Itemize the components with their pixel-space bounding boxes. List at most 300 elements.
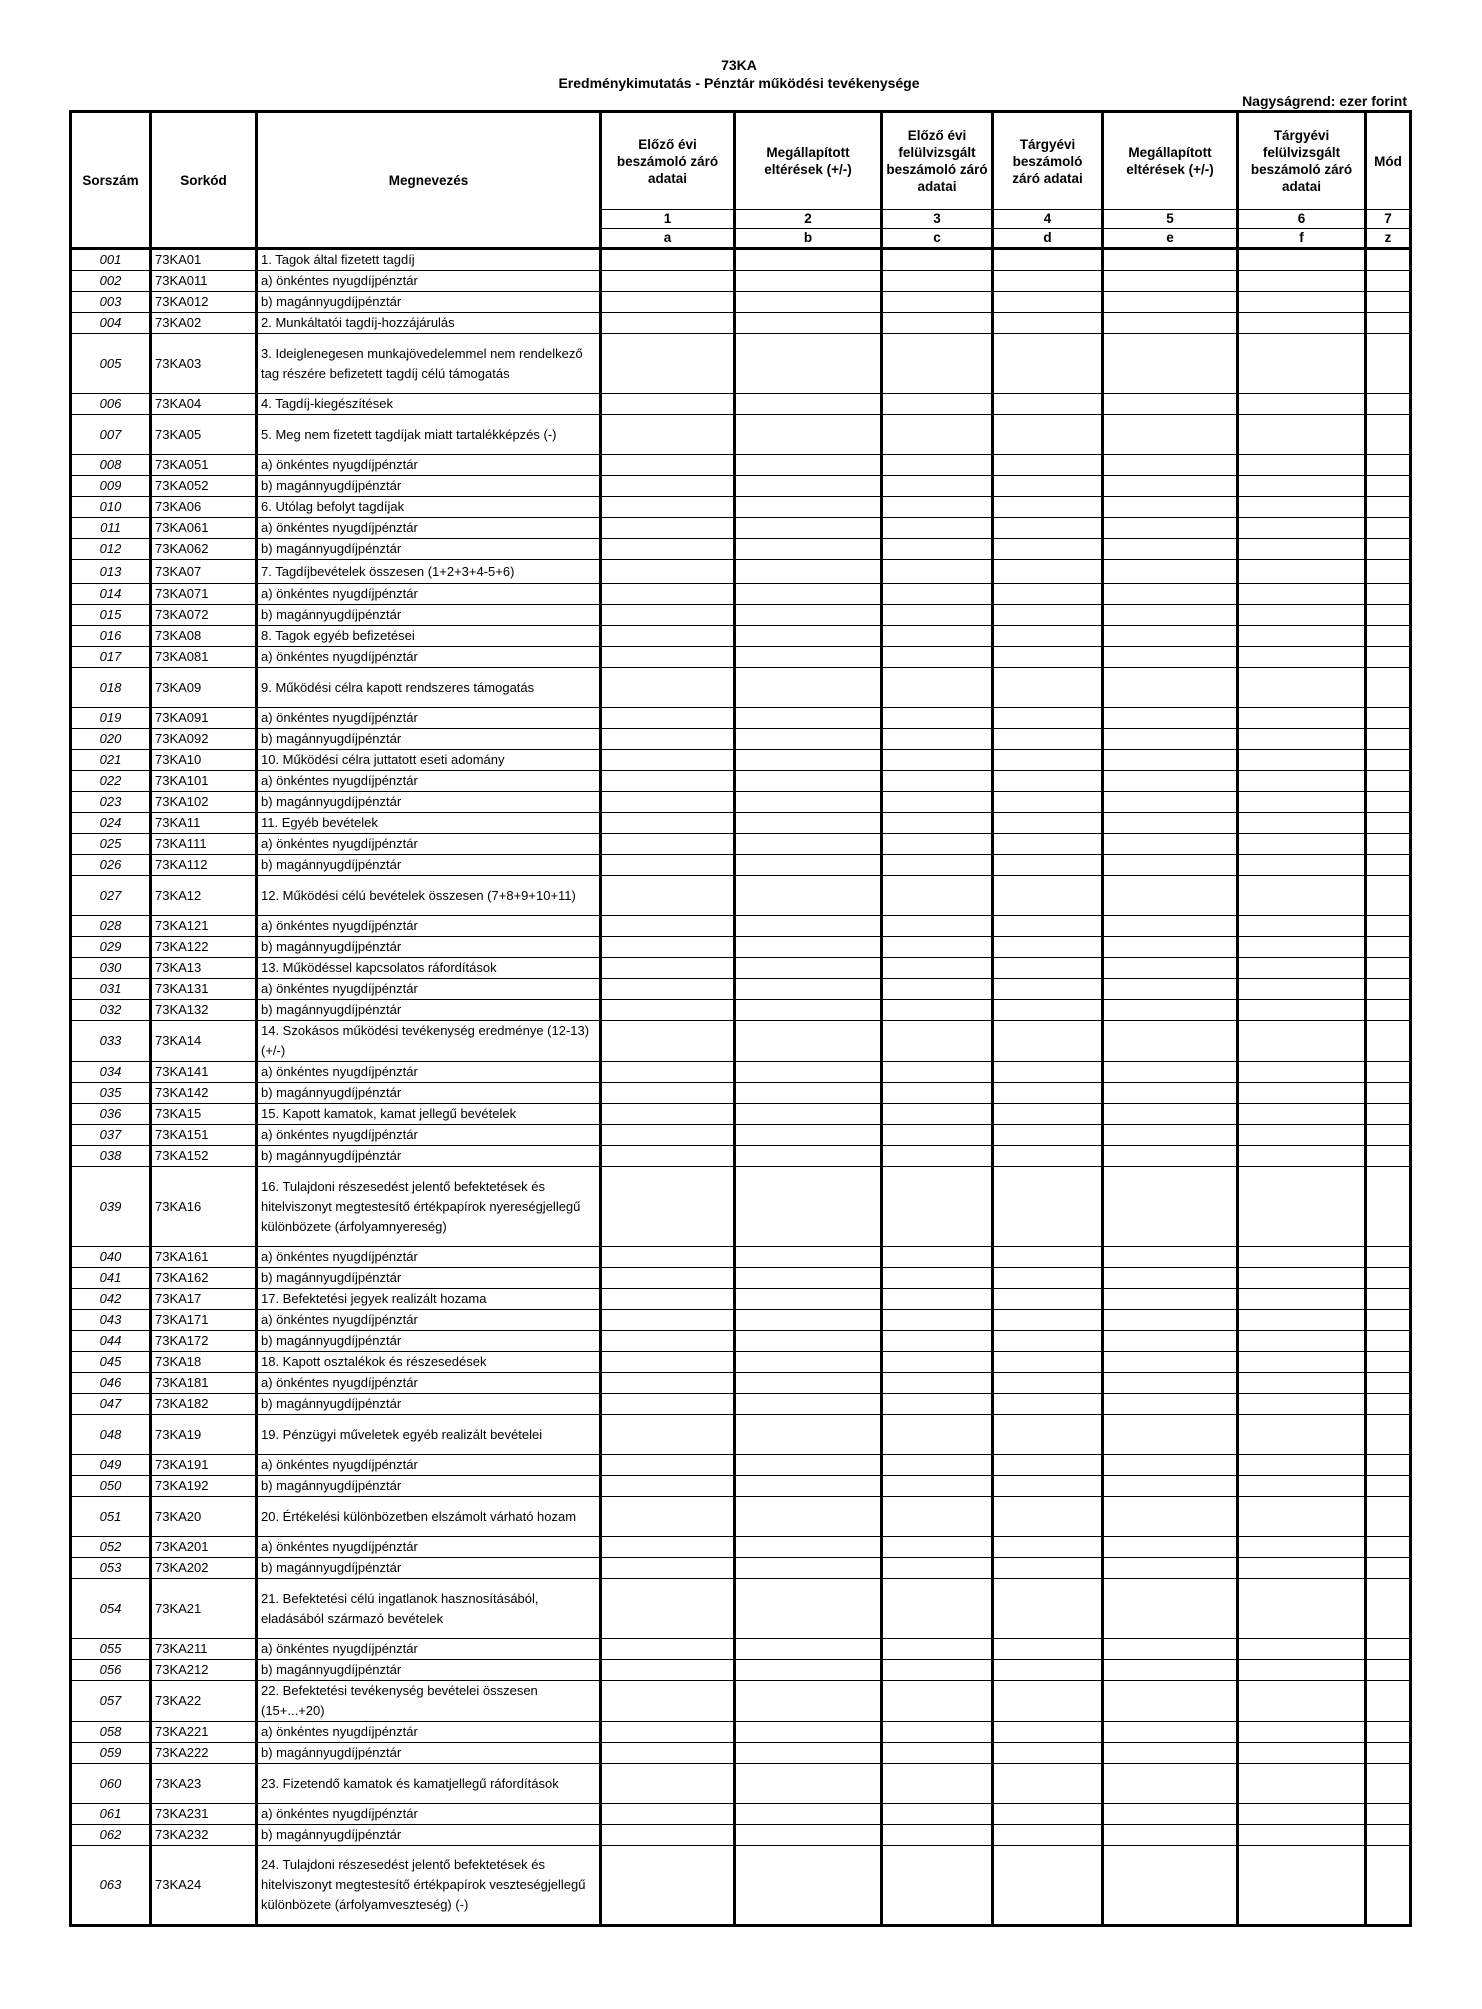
data-cell[interactable] bbox=[1103, 1331, 1238, 1352]
data-cell[interactable] bbox=[1103, 729, 1238, 750]
data-cell[interactable] bbox=[1238, 855, 1366, 876]
data-cell[interactable] bbox=[1366, 792, 1411, 813]
data-cell[interactable] bbox=[601, 1764, 735, 1804]
data-cell[interactable] bbox=[735, 626, 882, 647]
data-cell[interactable] bbox=[993, 1289, 1103, 1310]
data-cell[interactable] bbox=[735, 1167, 882, 1247]
data-cell[interactable] bbox=[993, 539, 1103, 560]
data-cell[interactable] bbox=[1238, 1352, 1366, 1373]
data-cell[interactable] bbox=[1103, 647, 1238, 668]
data-cell[interactable] bbox=[735, 1268, 882, 1289]
data-cell[interactable] bbox=[1103, 1825, 1238, 1846]
data-cell[interactable] bbox=[1366, 1021, 1411, 1062]
data-cell[interactable] bbox=[735, 560, 882, 584]
data-cell[interactable] bbox=[735, 1660, 882, 1681]
data-cell[interactable] bbox=[601, 1415, 735, 1455]
data-cell[interactable] bbox=[1238, 1722, 1366, 1743]
data-cell[interactable] bbox=[1238, 1579, 1366, 1639]
data-cell[interactable] bbox=[735, 497, 882, 518]
data-cell[interactable] bbox=[1238, 1660, 1366, 1681]
data-cell[interactable] bbox=[993, 1310, 1103, 1331]
data-cell[interactable] bbox=[882, 1146, 993, 1167]
data-cell[interactable] bbox=[882, 708, 993, 729]
data-cell[interactable] bbox=[1103, 1455, 1238, 1476]
data-cell[interactable] bbox=[1103, 1125, 1238, 1146]
data-cell[interactable] bbox=[601, 668, 735, 708]
data-cell[interactable] bbox=[601, 1125, 735, 1146]
data-cell[interactable] bbox=[601, 1476, 735, 1497]
data-cell[interactable] bbox=[735, 792, 882, 813]
data-cell[interactable] bbox=[882, 1743, 993, 1764]
data-cell[interactable] bbox=[1103, 855, 1238, 876]
data-cell[interactable] bbox=[1103, 334, 1238, 394]
data-cell[interactable] bbox=[993, 1415, 1103, 1455]
data-cell[interactable] bbox=[1238, 1846, 1366, 1926]
data-cell[interactable] bbox=[882, 1722, 993, 1743]
data-cell[interactable] bbox=[882, 1104, 993, 1125]
data-cell[interactable] bbox=[1103, 1681, 1238, 1722]
data-cell[interactable] bbox=[882, 979, 993, 1000]
data-cell[interactable] bbox=[993, 1394, 1103, 1415]
data-cell[interactable] bbox=[993, 792, 1103, 813]
data-cell[interactable] bbox=[1366, 1476, 1411, 1497]
data-cell[interactable] bbox=[601, 1558, 735, 1579]
data-cell[interactable] bbox=[993, 647, 1103, 668]
data-cell[interactable] bbox=[1103, 1310, 1238, 1331]
data-cell[interactable] bbox=[882, 855, 993, 876]
data-cell[interactable] bbox=[993, 1639, 1103, 1660]
data-cell[interactable] bbox=[993, 1021, 1103, 1062]
data-cell[interactable] bbox=[1103, 1764, 1238, 1804]
data-cell[interactable] bbox=[1238, 584, 1366, 605]
data-cell[interactable] bbox=[1103, 1537, 1238, 1558]
data-cell[interactable] bbox=[1238, 1558, 1366, 1579]
data-cell[interactable] bbox=[882, 729, 993, 750]
data-cell[interactable] bbox=[1238, 1000, 1366, 1021]
data-cell[interactable] bbox=[1103, 476, 1238, 497]
data-cell[interactable] bbox=[993, 750, 1103, 771]
data-cell[interactable] bbox=[601, 1167, 735, 1247]
data-cell[interactable] bbox=[601, 729, 735, 750]
data-cell[interactable] bbox=[601, 1083, 735, 1104]
data-cell[interactable] bbox=[1366, 813, 1411, 834]
data-cell[interactable] bbox=[882, 1062, 993, 1083]
data-cell[interactable] bbox=[735, 1331, 882, 1352]
data-cell[interactable] bbox=[1238, 1289, 1366, 1310]
data-cell[interactable] bbox=[1366, 455, 1411, 476]
data-cell[interactable] bbox=[1103, 271, 1238, 292]
data-cell[interactable] bbox=[601, 1104, 735, 1125]
data-cell[interactable] bbox=[1366, 1104, 1411, 1125]
data-cell[interactable] bbox=[882, 476, 993, 497]
data-cell[interactable] bbox=[993, 605, 1103, 626]
data-cell[interactable] bbox=[993, 292, 1103, 313]
data-cell[interactable] bbox=[735, 1804, 882, 1825]
data-cell[interactable] bbox=[735, 1062, 882, 1083]
data-cell[interactable] bbox=[993, 708, 1103, 729]
data-cell[interactable] bbox=[735, 1373, 882, 1394]
data-cell[interactable] bbox=[882, 1310, 993, 1331]
data-cell[interactable] bbox=[601, 1825, 735, 1846]
data-cell[interactable] bbox=[735, 455, 882, 476]
data-cell[interactable] bbox=[735, 1083, 882, 1104]
data-cell[interactable] bbox=[735, 605, 882, 626]
data-cell[interactable] bbox=[993, 1000, 1103, 1021]
data-cell[interactable] bbox=[601, 1660, 735, 1681]
data-cell[interactable] bbox=[882, 1846, 993, 1926]
data-cell[interactable] bbox=[735, 647, 882, 668]
data-cell[interactable] bbox=[993, 584, 1103, 605]
data-cell[interactable] bbox=[1238, 605, 1366, 626]
data-cell[interactable] bbox=[882, 1660, 993, 1681]
data-cell[interactable] bbox=[1366, 271, 1411, 292]
data-cell[interactable] bbox=[1366, 1146, 1411, 1167]
data-cell[interactable] bbox=[735, 584, 882, 605]
data-cell[interactable] bbox=[1366, 1660, 1411, 1681]
data-cell[interactable] bbox=[1238, 1373, 1366, 1394]
data-cell[interactable] bbox=[882, 497, 993, 518]
data-cell[interactable] bbox=[993, 249, 1103, 271]
data-cell[interactable] bbox=[1366, 518, 1411, 539]
data-cell[interactable] bbox=[993, 668, 1103, 708]
data-cell[interactable] bbox=[1366, 668, 1411, 708]
data-cell[interactable] bbox=[735, 476, 882, 497]
data-cell[interactable] bbox=[1103, 1083, 1238, 1104]
data-cell[interactable] bbox=[993, 394, 1103, 415]
data-cell[interactable] bbox=[1103, 1639, 1238, 1660]
data-cell[interactable] bbox=[882, 1373, 993, 1394]
data-cell[interactable] bbox=[735, 415, 882, 455]
data-cell[interactable] bbox=[735, 1289, 882, 1310]
data-cell[interactable] bbox=[1103, 249, 1238, 271]
data-cell[interactable] bbox=[882, 518, 993, 539]
data-cell[interactable] bbox=[993, 1083, 1103, 1104]
data-cell[interactable] bbox=[1366, 1537, 1411, 1558]
data-cell[interactable] bbox=[1238, 647, 1366, 668]
data-cell[interactable] bbox=[1238, 334, 1366, 394]
data-cell[interactable] bbox=[735, 729, 882, 750]
data-cell[interactable] bbox=[993, 1825, 1103, 1846]
data-cell[interactable] bbox=[882, 1639, 993, 1660]
data-cell[interactable] bbox=[1238, 1062, 1366, 1083]
data-cell[interactable] bbox=[882, 958, 993, 979]
data-cell[interactable] bbox=[993, 916, 1103, 937]
data-cell[interactable] bbox=[601, 1743, 735, 1764]
data-cell[interactable] bbox=[601, 1537, 735, 1558]
data-cell[interactable] bbox=[1366, 605, 1411, 626]
data-cell[interactable] bbox=[882, 937, 993, 958]
data-cell[interactable] bbox=[601, 1289, 735, 1310]
data-cell[interactable] bbox=[882, 1825, 993, 1846]
data-cell[interactable] bbox=[1103, 394, 1238, 415]
data-cell[interactable] bbox=[601, 876, 735, 916]
data-cell[interactable] bbox=[993, 1062, 1103, 1083]
data-cell[interactable] bbox=[993, 560, 1103, 584]
data-cell[interactable] bbox=[1103, 497, 1238, 518]
data-cell[interactable] bbox=[1103, 1497, 1238, 1537]
data-cell[interactable] bbox=[735, 876, 882, 916]
data-cell[interactable] bbox=[1103, 834, 1238, 855]
data-cell[interactable] bbox=[882, 1268, 993, 1289]
data-cell[interactable] bbox=[1366, 1455, 1411, 1476]
data-cell[interactable] bbox=[735, 1743, 882, 1764]
data-cell[interactable] bbox=[601, 855, 735, 876]
data-cell[interactable] bbox=[993, 271, 1103, 292]
data-cell[interactable] bbox=[1103, 1415, 1238, 1455]
data-cell[interactable] bbox=[993, 1476, 1103, 1497]
data-cell[interactable] bbox=[1366, 876, 1411, 916]
data-cell[interactable] bbox=[993, 1681, 1103, 1722]
data-cell[interactable] bbox=[601, 1722, 735, 1743]
data-cell[interactable] bbox=[882, 1558, 993, 1579]
data-cell[interactable] bbox=[1103, 626, 1238, 647]
data-cell[interactable] bbox=[1238, 1083, 1366, 1104]
data-cell[interactable] bbox=[1238, 497, 1366, 518]
data-cell[interactable] bbox=[1238, 1455, 1366, 1476]
data-cell[interactable] bbox=[882, 792, 993, 813]
data-cell[interactable] bbox=[601, 1804, 735, 1825]
data-cell[interactable] bbox=[1366, 626, 1411, 647]
data-cell[interactable] bbox=[993, 771, 1103, 792]
data-cell[interactable] bbox=[882, 1083, 993, 1104]
data-cell[interactable] bbox=[882, 394, 993, 415]
data-cell[interactable] bbox=[1103, 1373, 1238, 1394]
data-cell[interactable] bbox=[601, 1579, 735, 1639]
data-cell[interactable] bbox=[1366, 1125, 1411, 1146]
data-cell[interactable] bbox=[1103, 979, 1238, 1000]
data-cell[interactable] bbox=[1103, 539, 1238, 560]
data-cell[interactable] bbox=[735, 1455, 882, 1476]
data-cell[interactable] bbox=[882, 1352, 993, 1373]
data-cell[interactable] bbox=[1103, 605, 1238, 626]
data-cell[interactable] bbox=[735, 1846, 882, 1926]
data-cell[interactable] bbox=[1103, 1804, 1238, 1825]
data-cell[interactable] bbox=[882, 1000, 993, 1021]
data-cell[interactable] bbox=[1238, 1476, 1366, 1497]
data-cell[interactable] bbox=[735, 1681, 882, 1722]
data-cell[interactable] bbox=[601, 1268, 735, 1289]
data-cell[interactable] bbox=[993, 1331, 1103, 1352]
data-cell[interactable] bbox=[993, 497, 1103, 518]
data-cell[interactable] bbox=[882, 605, 993, 626]
data-cell[interactable] bbox=[735, 1537, 882, 1558]
data-cell[interactable] bbox=[882, 626, 993, 647]
data-cell[interactable] bbox=[1238, 729, 1366, 750]
data-cell[interactable] bbox=[882, 560, 993, 584]
data-cell[interactable] bbox=[601, 1497, 735, 1537]
data-cell[interactable] bbox=[882, 271, 993, 292]
data-cell[interactable] bbox=[735, 1146, 882, 1167]
data-cell[interactable] bbox=[1366, 729, 1411, 750]
data-cell[interactable] bbox=[1103, 668, 1238, 708]
data-cell[interactable] bbox=[882, 1804, 993, 1825]
data-cell[interactable] bbox=[735, 1247, 882, 1268]
data-cell[interactable] bbox=[993, 1167, 1103, 1247]
data-cell[interactable] bbox=[601, 1352, 735, 1373]
data-cell[interactable] bbox=[601, 313, 735, 334]
data-cell[interactable] bbox=[1366, 415, 1411, 455]
data-cell[interactable] bbox=[882, 455, 993, 476]
data-cell[interactable] bbox=[1366, 1310, 1411, 1331]
data-cell[interactable] bbox=[1103, 1289, 1238, 1310]
data-cell[interactable] bbox=[601, 394, 735, 415]
data-cell[interactable] bbox=[601, 1394, 735, 1415]
data-cell[interactable] bbox=[1238, 876, 1366, 916]
data-cell[interactable] bbox=[1238, 979, 1366, 1000]
data-cell[interactable] bbox=[1366, 476, 1411, 497]
data-cell[interactable] bbox=[601, 334, 735, 394]
data-cell[interactable] bbox=[882, 1125, 993, 1146]
data-cell[interactable] bbox=[1238, 750, 1366, 771]
data-cell[interactable] bbox=[601, 1639, 735, 1660]
data-cell[interactable] bbox=[601, 292, 735, 313]
data-cell[interactable] bbox=[1366, 560, 1411, 584]
data-cell[interactable] bbox=[1103, 1268, 1238, 1289]
data-cell[interactable] bbox=[882, 1497, 993, 1537]
data-cell[interactable] bbox=[735, 271, 882, 292]
data-cell[interactable] bbox=[1238, 1681, 1366, 1722]
data-cell[interactable] bbox=[1366, 958, 1411, 979]
data-cell[interactable] bbox=[1103, 916, 1238, 937]
data-cell[interactable] bbox=[735, 1825, 882, 1846]
data-cell[interactable] bbox=[1238, 1825, 1366, 1846]
data-cell[interactable] bbox=[1238, 1764, 1366, 1804]
data-cell[interactable] bbox=[1103, 560, 1238, 584]
data-cell[interactable] bbox=[993, 1247, 1103, 1268]
data-cell[interactable] bbox=[1366, 539, 1411, 560]
data-cell[interactable] bbox=[1238, 394, 1366, 415]
data-cell[interactable] bbox=[1103, 937, 1238, 958]
data-cell[interactable] bbox=[1103, 1247, 1238, 1268]
data-cell[interactable] bbox=[1366, 1352, 1411, 1373]
data-cell[interactable] bbox=[601, 771, 735, 792]
data-cell[interactable] bbox=[1366, 916, 1411, 937]
data-cell[interactable] bbox=[601, 1146, 735, 1167]
data-cell[interactable] bbox=[1238, 518, 1366, 539]
data-cell[interactable] bbox=[735, 394, 882, 415]
data-cell[interactable] bbox=[1238, 708, 1366, 729]
data-cell[interactable] bbox=[735, 708, 882, 729]
data-cell[interactable] bbox=[735, 1310, 882, 1331]
data-cell[interactable] bbox=[601, 415, 735, 455]
data-cell[interactable] bbox=[882, 334, 993, 394]
data-cell[interactable] bbox=[601, 916, 735, 937]
data-cell[interactable] bbox=[601, 626, 735, 647]
data-cell[interactable] bbox=[1366, 1825, 1411, 1846]
data-cell[interactable] bbox=[1238, 1104, 1366, 1125]
data-cell[interactable] bbox=[993, 1804, 1103, 1825]
data-cell[interactable] bbox=[1103, 1558, 1238, 1579]
data-cell[interactable] bbox=[1238, 792, 1366, 813]
data-cell[interactable] bbox=[993, 855, 1103, 876]
data-cell[interactable] bbox=[993, 979, 1103, 1000]
data-cell[interactable] bbox=[882, 539, 993, 560]
data-cell[interactable] bbox=[1366, 249, 1411, 271]
data-cell[interactable] bbox=[1103, 771, 1238, 792]
data-cell[interactable] bbox=[601, 1681, 735, 1722]
data-cell[interactable] bbox=[993, 813, 1103, 834]
data-cell[interactable] bbox=[1103, 750, 1238, 771]
data-cell[interactable] bbox=[601, 560, 735, 584]
data-cell[interactable] bbox=[1238, 1268, 1366, 1289]
data-cell[interactable] bbox=[1103, 708, 1238, 729]
data-cell[interactable] bbox=[1238, 455, 1366, 476]
data-cell[interactable] bbox=[1238, 476, 1366, 497]
data-cell[interactable] bbox=[1238, 1146, 1366, 1167]
data-cell[interactable] bbox=[882, 313, 993, 334]
data-cell[interactable] bbox=[601, 750, 735, 771]
data-cell[interactable] bbox=[1238, 668, 1366, 708]
data-cell[interactable] bbox=[735, 1000, 882, 1021]
data-cell[interactable] bbox=[601, 1310, 735, 1331]
data-cell[interactable] bbox=[735, 1558, 882, 1579]
data-cell[interactable] bbox=[601, 455, 735, 476]
data-cell[interactable] bbox=[993, 476, 1103, 497]
data-cell[interactable] bbox=[1366, 1743, 1411, 1764]
data-cell[interactable] bbox=[993, 729, 1103, 750]
data-cell[interactable] bbox=[735, 1415, 882, 1455]
data-cell[interactable] bbox=[1238, 1497, 1366, 1537]
data-cell[interactable] bbox=[735, 539, 882, 560]
data-cell[interactable] bbox=[735, 249, 882, 271]
data-cell[interactable] bbox=[1103, 876, 1238, 916]
data-cell[interactable] bbox=[1103, 584, 1238, 605]
data-cell[interactable] bbox=[735, 1639, 882, 1660]
data-cell[interactable] bbox=[1103, 1579, 1238, 1639]
data-cell[interactable] bbox=[993, 1743, 1103, 1764]
data-cell[interactable] bbox=[1103, 958, 1238, 979]
data-cell[interactable] bbox=[882, 813, 993, 834]
data-cell[interactable] bbox=[1103, 1722, 1238, 1743]
data-cell[interactable] bbox=[1238, 415, 1366, 455]
data-cell[interactable] bbox=[1238, 1331, 1366, 1352]
data-cell[interactable] bbox=[1238, 249, 1366, 271]
data-cell[interactable] bbox=[735, 1722, 882, 1743]
data-cell[interactable] bbox=[1238, 271, 1366, 292]
data-cell[interactable] bbox=[1366, 979, 1411, 1000]
data-cell[interactable] bbox=[882, 1764, 993, 1804]
data-cell[interactable] bbox=[882, 1455, 993, 1476]
data-cell[interactable] bbox=[1238, 1743, 1366, 1764]
data-cell[interactable] bbox=[993, 834, 1103, 855]
data-cell[interactable] bbox=[882, 292, 993, 313]
data-cell[interactable] bbox=[882, 876, 993, 916]
data-cell[interactable] bbox=[882, 1579, 993, 1639]
data-cell[interactable] bbox=[1238, 1167, 1366, 1247]
data-cell[interactable] bbox=[1366, 394, 1411, 415]
data-cell[interactable] bbox=[1103, 1660, 1238, 1681]
data-cell[interactable] bbox=[1366, 1639, 1411, 1660]
data-cell[interactable] bbox=[735, 937, 882, 958]
data-cell[interactable] bbox=[601, 1062, 735, 1083]
data-cell[interactable] bbox=[735, 813, 882, 834]
data-cell[interactable] bbox=[1103, 1846, 1238, 1926]
data-cell[interactable] bbox=[1366, 292, 1411, 313]
data-cell[interactable] bbox=[601, 271, 735, 292]
data-cell[interactable] bbox=[601, 647, 735, 668]
data-cell[interactable] bbox=[735, 1764, 882, 1804]
data-cell[interactable] bbox=[735, 334, 882, 394]
data-cell[interactable] bbox=[993, 876, 1103, 916]
data-cell[interactable] bbox=[735, 771, 882, 792]
data-cell[interactable] bbox=[1238, 1804, 1366, 1825]
data-cell[interactable] bbox=[1366, 1083, 1411, 1104]
data-cell[interactable] bbox=[993, 1764, 1103, 1804]
data-cell[interactable] bbox=[1103, 1352, 1238, 1373]
data-cell[interactable] bbox=[1366, 647, 1411, 668]
data-cell[interactable] bbox=[993, 1497, 1103, 1537]
data-cell[interactable] bbox=[1103, 518, 1238, 539]
